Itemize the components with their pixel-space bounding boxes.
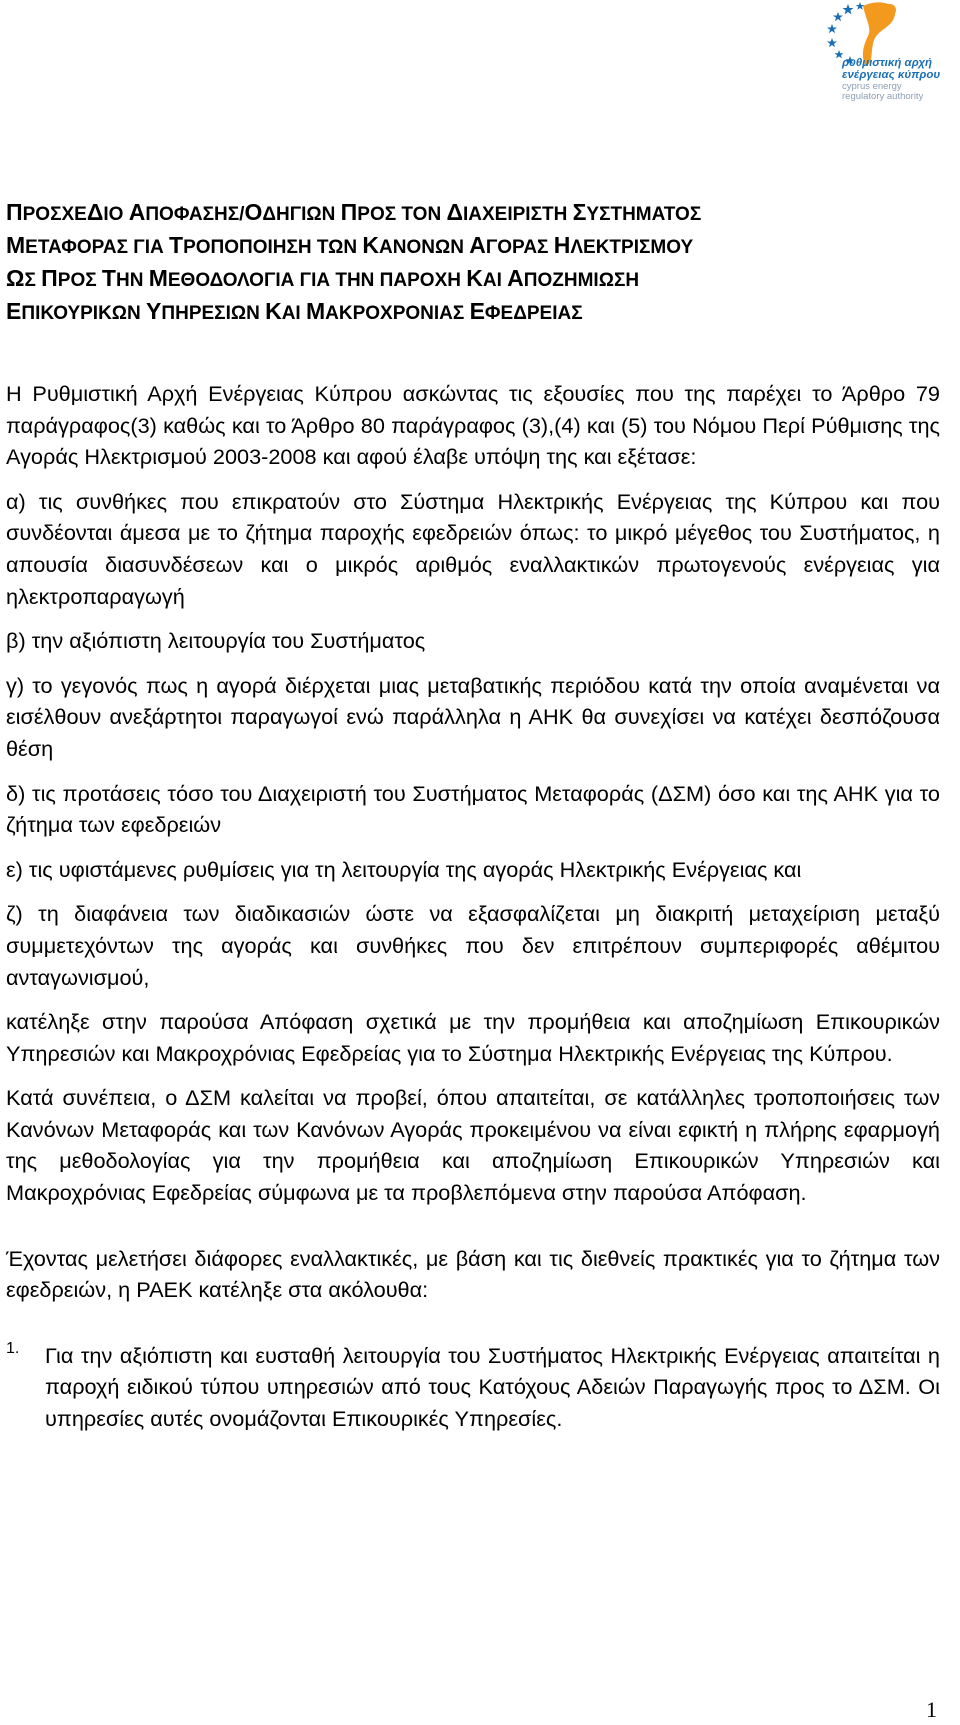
title-initial: Ω — [6, 265, 25, 291]
title-initial: Μ — [6, 232, 26, 258]
study-paragraph: Έχοντας μελετήσει διάφορες εναλλακτικές, με βάση και τις διεθνείς πρακτικές για το ζήτημα των εφεδρειών, η ΡΑΕΚ κατέληξε στα ακόλουθα: — [6, 1245, 940, 1303]
title-initial: Δ — [86, 199, 104, 225]
title-line — [6, 263, 940, 296]
title-line — [6, 296, 940, 329]
title-initial: Υ — [146, 298, 162, 324]
title-smallcaps: ΥΣΤΗΜΑΤΟΣ — [586, 204, 702, 225]
title-smallcaps: ΙΟ — [103, 204, 129, 225]
condition-item-e: ε) τις υφιστάμενες ρυθμίσεις για τη λειτουργία της αγοράς Ηλεκτρικής Ενέργειας και — [6, 856, 802, 882]
title-smallcaps: ΦΕΔΡΕΙΑΣ — [484, 303, 583, 324]
title-initial: Κ — [466, 265, 483, 291]
title-initial: Μ — [148, 265, 168, 291]
title-initial: Α — [128, 199, 146, 225]
title-initial: Α — [469, 232, 486, 258]
title-smallcaps: ΕΤΑΦΟΡΑΣ ΓΙΑ — [25, 237, 169, 258]
title-line — [6, 230, 940, 263]
title-initial: Τ — [169, 232, 184, 258]
title-initial: Π — [41, 265, 58, 291]
title-line — [6, 197, 940, 230]
numbered-item-number: 1. — [6, 1339, 20, 1357]
title-smallcaps: ΡΟΠΟΠΟΙΗΣΗ ΤΩΝ — [183, 237, 363, 258]
title-smallcaps: ΠΙΚΟΥΡΙΚΩΝ — [21, 303, 147, 324]
title-initial: Π — [340, 199, 358, 225]
title-initial: Τ — [101, 265, 116, 291]
title-smallcaps: ΑΝΟΝΩΝ — [379, 237, 470, 258]
logo-greek-line2: ενέργειας κύπρου — [842, 69, 941, 81]
title-smallcaps: ΛΕΚΤΡΙΣΜΟΥ — [570, 237, 694, 258]
title-smallcaps: ΠΗΡΕΣΙΩΝ — [161, 303, 266, 324]
title-smallcaps: ΑΚΡΟΧΡΟΝΙΑΣ — [325, 303, 470, 324]
title-smallcaps: Σ — [24, 270, 42, 291]
logo-english-line1: cyprus energy — [842, 81, 902, 92]
title-smallcaps: ΡΟΣ ΤΟΝ — [357, 204, 447, 225]
numbered-item-text: Για την αξιόπιστη και ευσταθή λειτουργία του Συστήματος Ηλεκτρικής Ενέργειας απαιτείται η παροχή ειδικού τύπου υπηρεσιών από τους Κατόχους Αδειών Παραγωγής προς το ΔΣΜ. Οι υπηρεσίες αυτές ονομάζονται Επικουρικές Υπηρεσίες. — [45, 1342, 940, 1432]
title-initial: Δ — [446, 199, 463, 225]
document-body — [6, 197, 940, 1435]
consequence-paragraph: Κατά συνέπεια, ο ΔΣΜ καλείται να προβεί, όπου απαιτείται, σε κατάλληλες τροποποιήσεις των Κανόνων Μεταφοράς και των Κανόνων Αγοράς προκειμένου να είναι εφικτή η πλήρης εφαρμογή της μεθοδολογίας για την προμήθεια και αποζημίωση Επικουρικών Υπηρεσιών και Μακροχρόνιας Εφεδρείας σύμφωνα με τα προβλεπόμενα στην παρούσα Απόφαση. — [6, 1085, 940, 1206]
title-smallcaps: ΕΘΟΔΟΛΟΓΙΑ ΓΙΑ ΤΗΝ ΠΑΡΟΧΗ — [167, 270, 467, 291]
condition-item-c: γ) το γεγονός πως η αγορά διέρχεται μιας μεταβατικής περιόδου κατά την οποία αναμένεται να εισέλθουν ανεξάρτητοι παραγωγοί ενώ παράλληλα η ΑΗΚ θα συνεχίσει να κατέχει δεσπόζουσα θέση — [6, 672, 940, 761]
title-initial: Κ — [265, 298, 282, 324]
title-initial: Σ — [572, 199, 587, 225]
condition-item-d: δ) τις προτάσεις τόσο του Διαχειριστή του Συστήματος Μεταφοράς (ΔΣΜ) όσο και της ΑΗΚ για το ζήτημα των εφεδρειών — [6, 780, 940, 838]
title-smallcaps: ΑΙ — [281, 303, 306, 324]
logo-english-line2: regulatory authority — [842, 91, 924, 102]
intro-paragraph: Η Ρυθμιστική Αρχή Ενέργειας Κύπρου ασκώντας τις εξουσίες που της παρέχει το Άρθρο 79 παράγραφος(3) καθώς και το Άρθρο 80 παράγραφος (3),(4) και (5) του Νόμου Περί Ρύθμισης της Αγοράς Ηλεκτρισμού 2003-2008 και αφού έλαβε υπόψη της και εξέτασε: — [6, 381, 940, 470]
condition-item-b: β) την αξιόπιστη λειτουργία του Συστήματος — [6, 628, 426, 654]
conclusion-paragraph: κατέληξε στην παρούσα Απόφαση σχετικά με την προμήθεια και αποζημίωση Επικουρικών Υπηρεσιών και Μακροχρόνιας Εφεδρείας για το Σύστημα Ηλεκτρικής Ενέργειας της Κύπρου. — [6, 1009, 940, 1066]
title-initial: Ο — [244, 199, 263, 225]
condition-item-f: ζ) τη διαφάνεια των διαδικασιών ώστε να εξασφαλίζεται μη διακριτή μεταχείριση μεταξύ συμμετεχόντων της αγοράς και συνθήκες που δεν επιτρέπουν συμπεριφορές αθέμιτου ανταγωνισμού, — [6, 901, 940, 990]
condition-item-a: α) τις συνθήκες που επικρατούν στο Σύστημα Ηλεκτρικής Ενέργειας της Κύπρου και που συνδέονται άμεσα με το ζήτημα παροχής εφεδρειών όπως: το μικρό μέγεθος του Συστήματος, η απουσία διασυνδέσεων και ο μικρός αριθμός εναλλακτικών πρωτογενούς ενέργειας για ηλεκτροπαραγωγή — [6, 488, 940, 609]
title-initial: Ε — [6, 298, 22, 324]
title-initial: Α — [507, 265, 524, 291]
title-smallcaps: ΑΙ — [482, 270, 508, 291]
title-smallcaps: ΡΟΣΧΕ — [22, 204, 87, 225]
title-smallcaps: ΠΟΦΑΣΗΣ/ — [145, 204, 245, 225]
title-smallcaps: ΙΑΧΕΙΡΙΣΤΗ — [463, 204, 573, 225]
title-smallcaps: ΠΟΖΗΜΙΩΣΗ — [523, 270, 640, 291]
logo-greek-line1: ρυθμιστική αρχή — [842, 57, 933, 69]
title-smallcaps: ΡΟΣ — [57, 270, 102, 291]
cera-logo — [808, 0, 960, 104]
title-initial: Κ — [362, 232, 380, 258]
document-title — [6, 197, 940, 329]
page-number: 1 — [926, 1697, 937, 1722]
title-smallcaps: ΗΝ — [115, 270, 149, 291]
title-initial: Π — [6, 199, 23, 225]
title-initial: Μ — [305, 298, 326, 324]
title-smallcaps: ΔΗΓΙΩΝ — [262, 204, 341, 225]
title-initial: Η — [553, 232, 571, 258]
title-initial: Ε — [469, 298, 485, 324]
numbered-item — [6, 1340, 940, 1435]
title-smallcaps: ΓΟΡΑΣ — [485, 237, 554, 258]
